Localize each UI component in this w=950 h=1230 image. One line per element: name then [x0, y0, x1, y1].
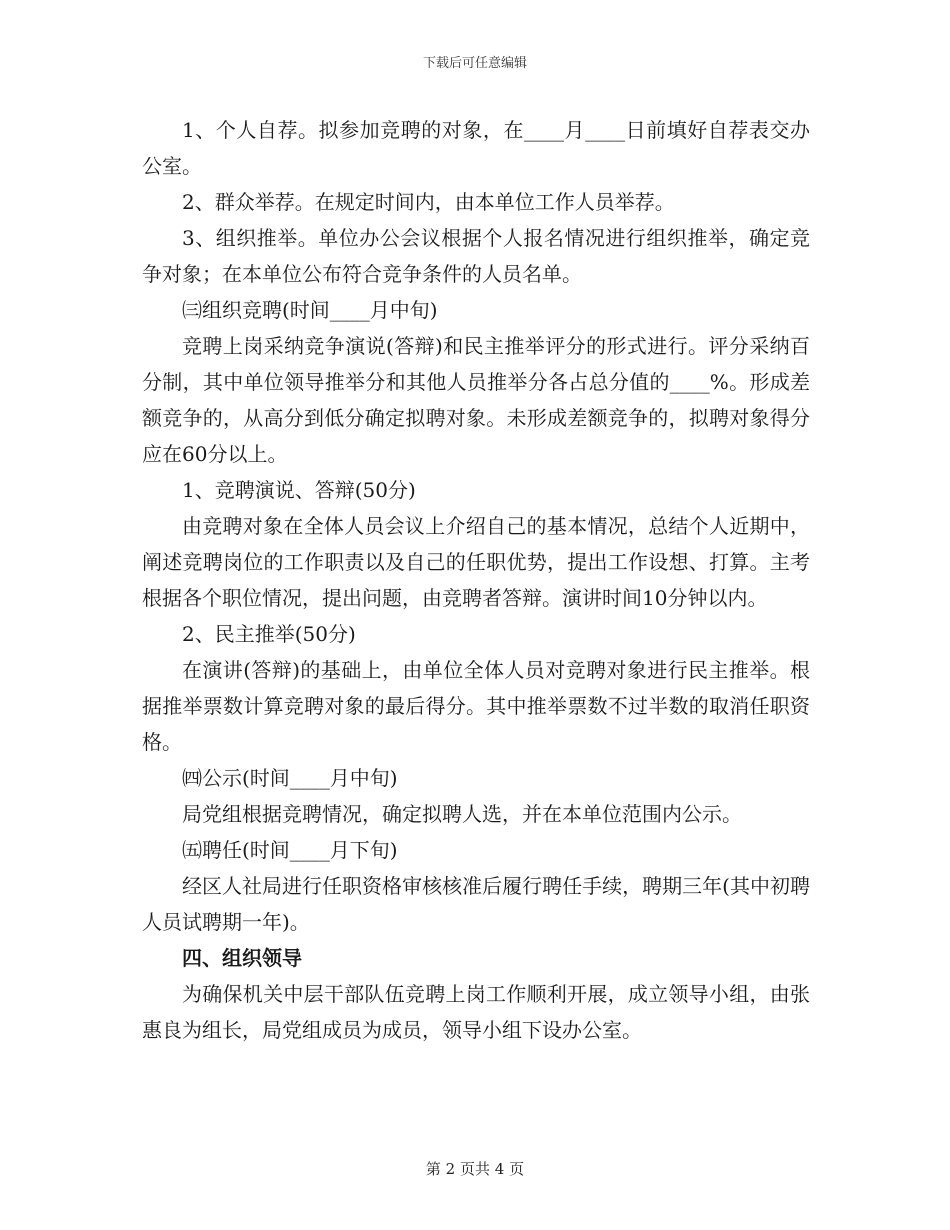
paragraph-appointment: 经区人社局进行任职资格审核核准后履行聘任手续，聘期三年(其中初聘人员试聘期一年)。	[142, 874, 810, 934]
paragraph-publicity: 局党组根据竞聘情况，确定拟聘人选，并在本单位范围内公示。	[182, 802, 742, 826]
paragraph-speech: 由竞聘对象在全体人员会议上介绍自己的基本情况，总结个人近期中，阐述竞聘岗位的工作职责以及自己的任职优势，提出工作设想、打算。主考根据各个职位情况，提出问题，由竞聘者答辩。演讲时间10分钟以内。	[142, 514, 810, 610]
subheading-democratic-vote: 2、民主推举(50分)	[182, 622, 356, 646]
paragraph-self-recommend: 1、个人自荐。拟参加竞聘的对象，在____月____日前填好自荐表交办公室。	[142, 118, 810, 178]
paragraph-democratic-vote: 在演讲(答辩)的基础上，由单位全体人员对竞聘对象进行民主推举。根据推举票数计算竞聘对象的最后得分。其中推举票数不过半数的取消任职资格。	[142, 658, 810, 754]
paragraph-org-recommend: 3、组织推举。单位办公会议根据个人报名情况进行组织推举，确定竞争对象；在本单位公布符合竞争条件的人员名单。	[142, 226, 810, 286]
page-number: 第 2 页共 4 页	[425, 1160, 525, 1178]
paragraph-competition-method: 竞聘上岗采纳竞争演说(答辩)和民主推举评分的形式进行。评分采纳百分制，其中单位领导推举分和其他人员推举分各占总分值的____%。形成差额竞争的，从高分到低分确定拟聘对象。未形成差额竞争的，拟聘对象得分应在60分以上。	[142, 334, 810, 466]
section-heading-publicity: ㈣公示(时间____月中旬)	[182, 766, 398, 790]
document-body	[142, 112, 810, 1048]
paragraph-public-recommend: 2、群众举荐。在规定时间内，由本单位工作人员举荐。	[182, 190, 675, 214]
page-header: 下载后可任意编辑	[422, 56, 527, 71]
section-heading-leadership: 四、组织领导	[182, 946, 302, 970]
section-heading-competition: ㈢组织竞聘(时间____月中旬)	[182, 298, 438, 322]
section-heading-appointment: ㈤聘任(时间____月下旬)	[182, 838, 398, 862]
subheading-speech: 1、竞聘演说、答辩(50分)	[182, 478, 416, 502]
paragraph-leadership: 为确保机关中层干部队伍竞聘上岗工作顺利开展，成立领导小组，由张惠良为组长，局党组成员为成员，领导小组下设办公室。	[142, 982, 810, 1042]
